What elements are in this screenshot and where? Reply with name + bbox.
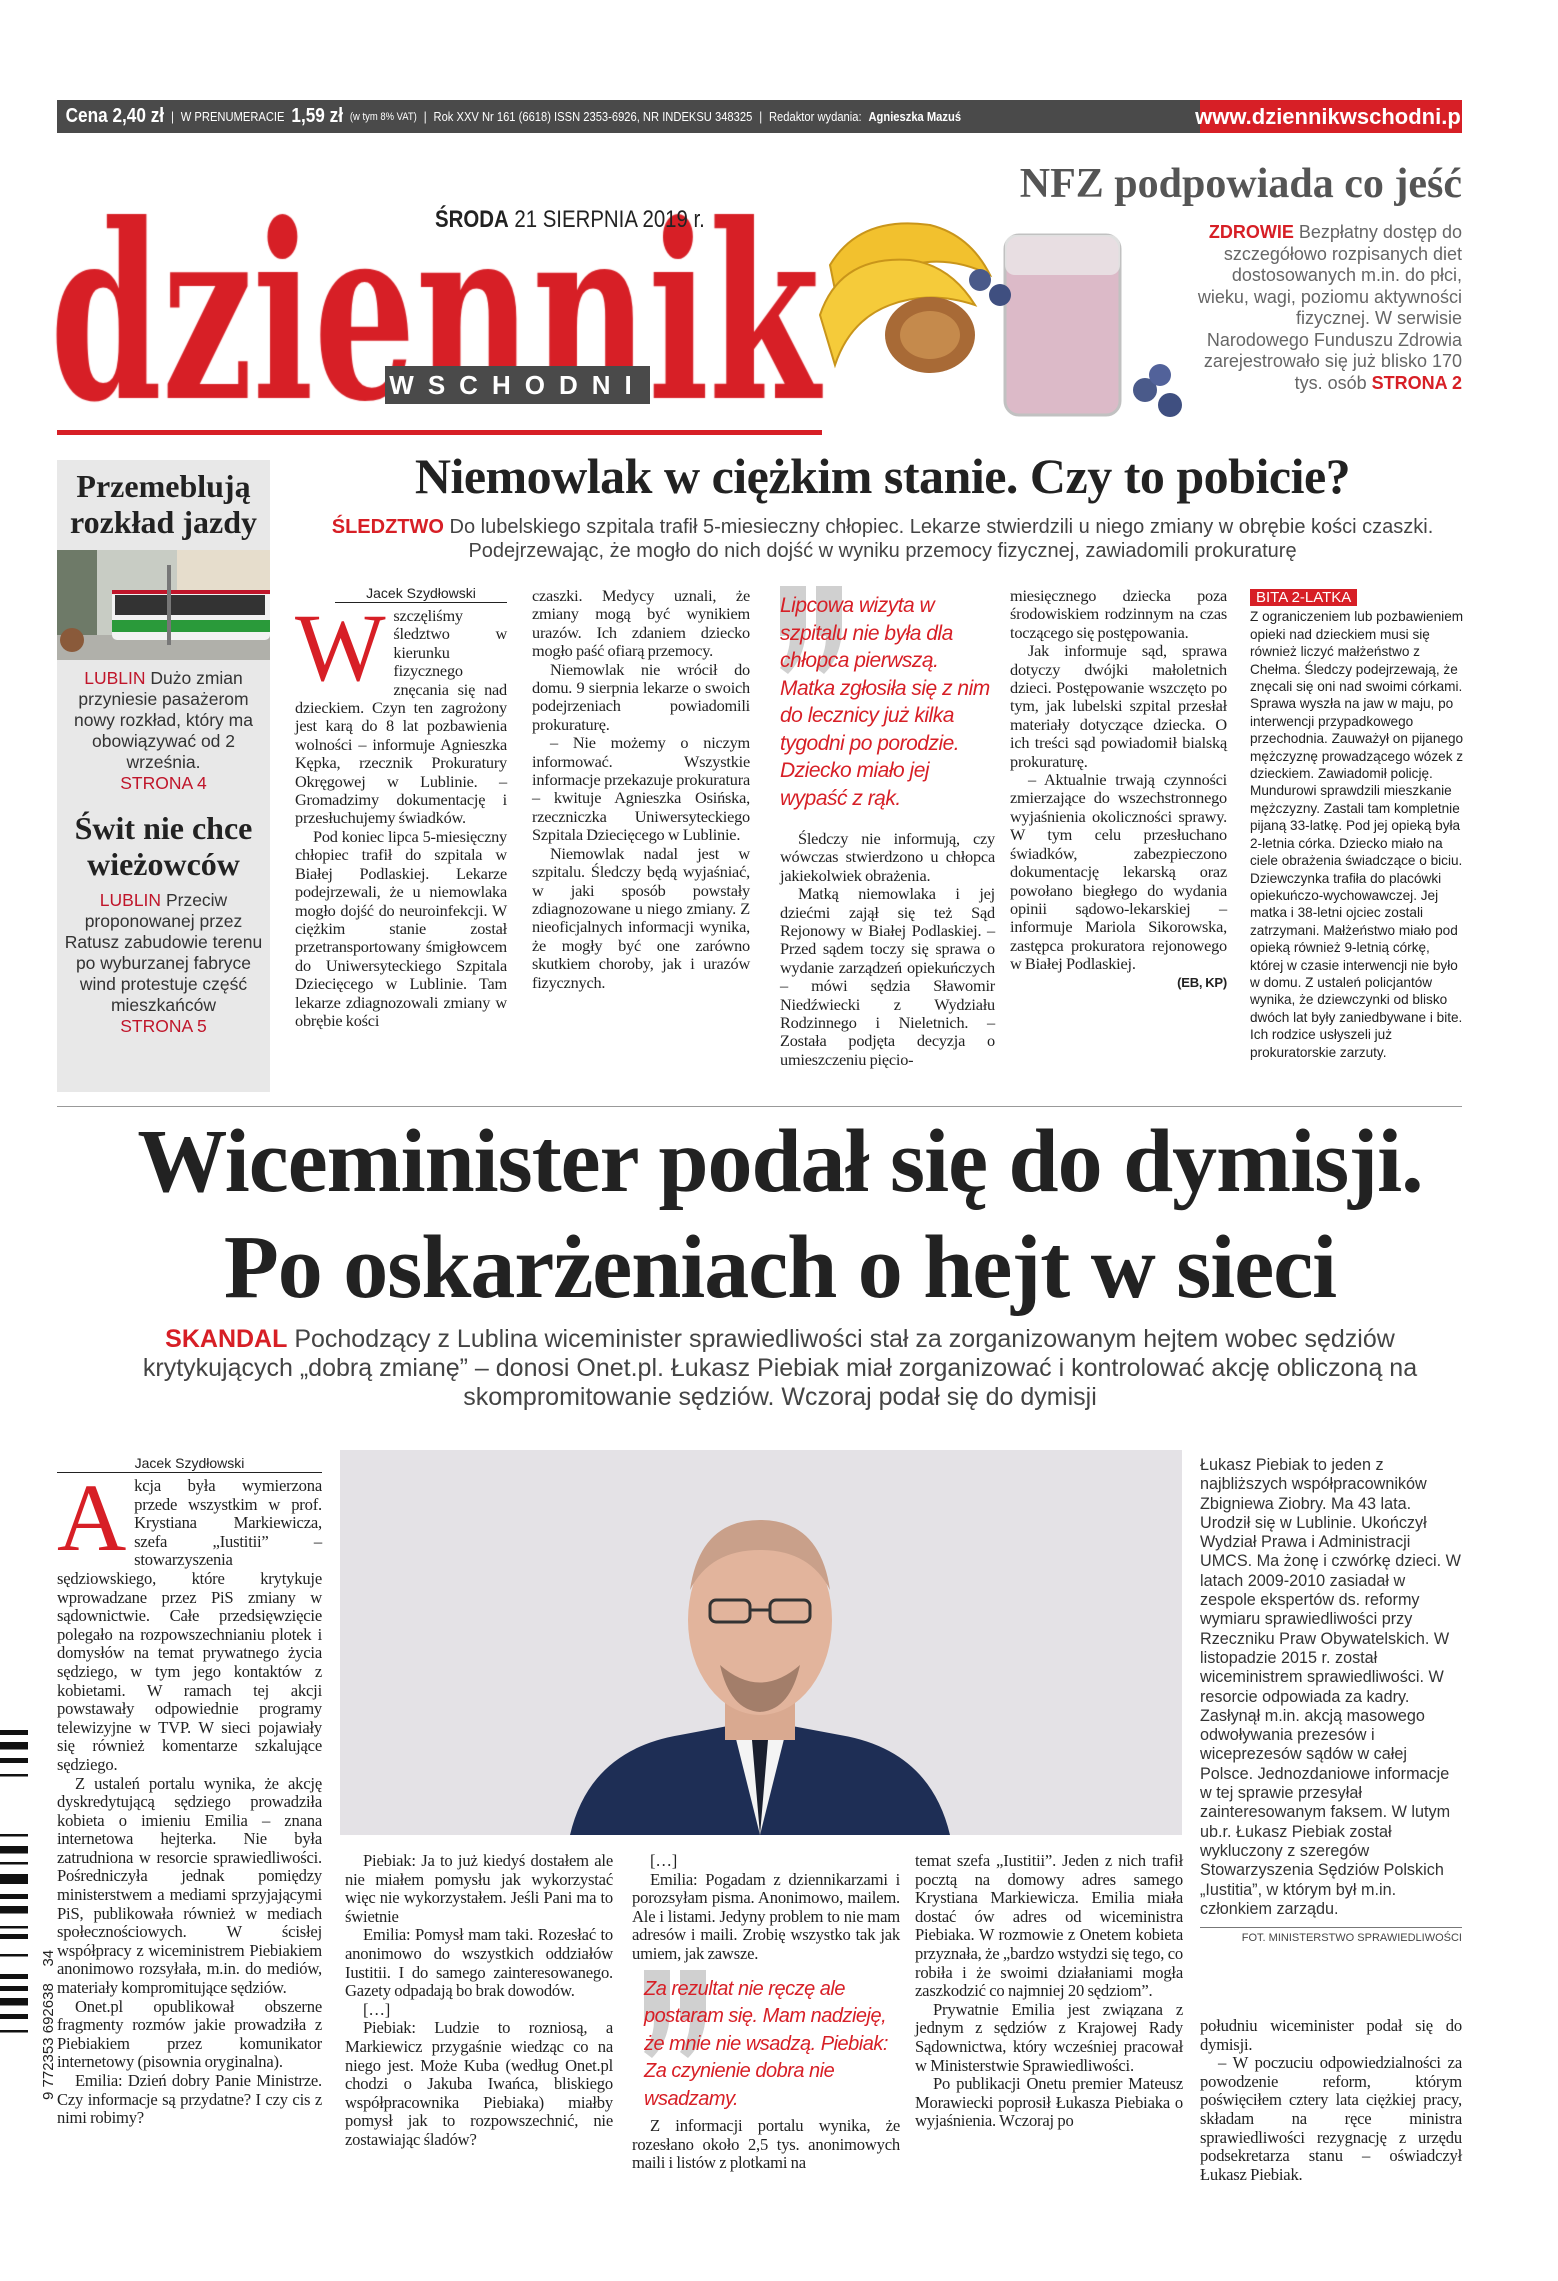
paragraph: Jak informuje sąd, sprawa dotyczy dwójki małoletnich dzieci. Postępowanie wszczęto po tym, jak lubelski szpital przesłał materiały dotyczące dziecka. O ich treści sąd powiadomił bialską prokuraturę. bbox=[1010, 641, 1227, 771]
paragraph: […] bbox=[650, 1851, 678, 1870]
issue-date-text: 21 SIERPNIA 2019 r. bbox=[514, 206, 705, 233]
bus-photo bbox=[57, 550, 270, 660]
teaser-title[interactable]: Świt nie chce wieżowców bbox=[74, 810, 253, 882]
barcode-bar bbox=[0, 1998, 28, 2006]
teaser-text bbox=[57, 882, 270, 1037]
drop-cap: W bbox=[295, 594, 386, 701]
issue-info: Rok XXV Nr 161 (6618) ISSN 2353-6926, NR INDEKSU 348325 bbox=[433, 109, 753, 124]
lead-text: Do lubelskiego szpitala trafił 5-miesieczny chłopiec. Lekarze stwierdzili u niego zmiany w obrębie kości czaszki. Podejrzewając, że mogło do nich dojść w wyniku przemocy fizycznej, zawiadomili prokuraturę bbox=[449, 516, 1434, 562]
barcode-bar bbox=[0, 1954, 28, 1957]
pull-quote bbox=[780, 592, 995, 812]
drop-cap: A bbox=[57, 1464, 127, 1571]
article1-lead bbox=[300, 515, 1465, 563]
paragraph: – W poczuciu odpowiedzialności za powodzenie reform, którym poświęciłem cztery lata ciężkiej pracy, składam na ręce ministra sprawiedliwości rezygnację z urzędu podsekretarza stanu – oświadczył Łukasz Piebiak. bbox=[1200, 2053, 1462, 2184]
editor-label: Redaktor wydania: bbox=[768, 109, 862, 124]
teaser-body: Przeciw proponowanej przez Ratusz zabudowie terenu po wyburzanej fabryce wind protestuje część mieszkańców bbox=[64, 890, 263, 1015]
paragraph: Z ustaleń portalu wynika, że akcję dyskredytującą sędziego prowadziła kobieta o imieniu Emilia – znana internetowa hejterka. Nie była zatrudniona w resorcie sprawiedliwości. Pośredniczyła jednak pomiędzy ministerstwem a mediami sprzyjającymi PiS, publikowała również w mediach społecznościowych. W ścisłej współpracy z wiceministrem Piebiakiem anonimowo rozsyłała, m.in. do mediów, materiały kompromitujące sędziów. bbox=[57, 1773, 322, 1998]
paragraph: Matką niemowlaka i jej dziećmi zajął się też Sąd Rejonowy w Białej Podlaskiej. – Przed sądem toczy się sprawa o wydanie zarządzeń opiekuńczych – mówi sędzia Sławomir Niedźwiecki z Wydziału Rodzinnego i Nieletnich. – Została podjęta decyzja o umieszczeniu pięcio- bbox=[780, 884, 995, 1069]
article1-col4 bbox=[1010, 587, 1227, 992]
barcode-bar bbox=[0, 1730, 28, 1735]
sidebar-teasers bbox=[57, 460, 270, 1092]
photo-credit: FOT. MINISTERSTWO SPRAWIEDLIWOŚCI bbox=[1200, 1927, 1462, 1944]
barcode-bar bbox=[0, 1974, 28, 1979]
paragraph: – Aktualnie trwają czynności zmierzające do wszechstronnego wyjaśnienia okoliczności sprawy. W tym celu przesłuchano świadków, zabezpieczono dokumentację lekarską oraz powołano biegłego do wydania opinii sądowo-lekarskiej – informuje Mariola Sikorowska, zastępca prokuratora rejonowego w Białej Podlaskiej. bbox=[1010, 770, 1227, 974]
paragraph: Niemowlak nadal jest w szpitalu. Śledczy będą wyjaśniać, w jaki sposób powstały zdiagnozowane u niego zmiany. Z nieoficjalnych informacji wynika, że mogły być one zarówno skutkiem choroby, jak i urazów fizycznych. bbox=[532, 843, 750, 992]
box-text: Z ograniczeniem lub pozbawieniem opieki nad dzieckiem musi się również liczyć małżeństwo z Chełma. Śledczy podejrzewają, że znęcali się oni nad swoimi córkami. Sprawa wyszła na jaw w maju, po interwencji przypadkowego przechodnia. Zauważył on pijanego mężczyznę prowadzącego wózek z dzieckiem. Zawiadomił policję. Mundurowi sprawdzili mieszkanie mężczyzny. Zastali tam kompletnie pijaną 33-latkę. Pod jej opieką była 2-letnia córka. Dziecko miało na ciele obrażenia świadczące o biciu. Dziewczynka trafiła do placówki opiekuńczo-wychowawczej. Jej matka i 38-letni ojciec zostali zatrzymani. Małżeństwo miało pod opieką również 9-letnią córkę, której w czasie interwencji nie było w domu. Z ustaleń policjantów wynika, że dziewczynki od blisko dwóch lat były zaniedbywane i bite. Ich rodzice usłyszeli już prokuratorskie zarzuty. bbox=[1250, 609, 1464, 1060]
paragraph: Piebiak: Ja to już kiedyś dostałem ale nie miałem pomysłu jak wykorzystać więc nie wykorzystałem. Jeśli Pani ma to świetnie bbox=[345, 1851, 613, 1926]
paragraph: Piebiak: Ludzie to rozniosą, a Markiewicz przygaśnie wiedząc co na niego jest. Może Kuba (według Onet.pl chodzi o Jakuba Iwańca, bliskiego współpracownika Piebiaka) miałby pomysł jak to rozpowszechnić, nie zostawiając śladów? bbox=[345, 2018, 613, 2149]
bio-text: Łukasz Piebiak to jeden z najbliższych współpracowników Zbigniewa Ziobry. Ma 43 lata. Urodził się w Lublinie. Ukończył Wydział Prawa i Administracji UMCS. Ma żonę i czwórkę dzieci. W latach 2009-2010 zasiadał w zespole ekspertów ds. reformy wymiaru sprawiedliwości przy Rzeczniku Praw Obywatelskich. W listopadzie 2015 r. został wiceministrem sprawiedliwości. W resorcie odpowiada za kadry. Zasłynął m.in. akcją masowego odwoływania prezesów i wiceprezesów sądów w całej Polsce. Jednozdaniowe informacje w tej sprawie przesyłał zainteresowanym faksem. W lutym ub.r. Łukasz Piebiak został wykluczony z szeregów Stowarzyszenia Sędziów Polskich „Iustitia”, w którym był m.in. członkiem zarządu. bbox=[1200, 1456, 1461, 1918]
issue-date bbox=[435, 206, 705, 234]
teaser-body: Dużo zmian przyniesie pasażerom nowy rozkład, który ma obowiązywać od 2 września. bbox=[74, 668, 253, 772]
paragraph: południu wiceminister podał się do dymisji. bbox=[1200, 2016, 1462, 2054]
article2-headline-line1[interactable]: Wiceminister podał się do dymisji. bbox=[137, 1112, 1423, 1211]
barcode-bar bbox=[0, 1874, 28, 1884]
editor-name: Agnieszka Mazuś bbox=[868, 109, 962, 124]
nfz-teaser-title[interactable]: NFZ podpowiada co jeść bbox=[1019, 161, 1462, 207]
separator: | bbox=[170, 109, 174, 124]
article1-col1 bbox=[295, 585, 507, 1030]
byline: Jacek Szydłowski bbox=[335, 585, 507, 603]
article2-col4 bbox=[915, 1852, 1183, 2131]
barcode-bar bbox=[0, 1846, 28, 1854]
separator: | bbox=[423, 109, 427, 124]
barcode-bar bbox=[0, 1742, 28, 1750]
article1-headline[interactable]: Niemowlak w ciężkim stanie. Czy to pobicie? bbox=[414, 448, 1351, 504]
paragraph: Onet.pl opublikował obszerne fragmenty rozmów jakie prowadziła z Piebiakiem przez komunikator internetowy (pisownia oryginalna). bbox=[57, 1996, 322, 2072]
barcode-digits bbox=[40, 1720, 56, 2100]
barcode-bar bbox=[0, 1774, 28, 1777]
article2-headline-line2[interactable]: Po oskarżeniach o hejt w sieci bbox=[223, 1218, 1337, 1317]
masthead-rule bbox=[57, 430, 822, 435]
teaser-title[interactable]: Przemeblują rozkład jazdy bbox=[70, 468, 257, 540]
paragraph: Emilia: Pogadam z dziennikarzami i porozsyłam pisma. Anonimowo, mailem. Ale i listami. Jedyny problem to nie mam adresów i maili. Zrobię wszystko tak jak umiem, jak zawsze. bbox=[632, 1869, 900, 1963]
kicker: SKANDAL bbox=[165, 1325, 288, 1353]
paragraph: Emilia: Pomysł mam taki. Rozesłać to anonimowo do wszystkich oddziałów Iustitii. I do samego zainteresowanego. Gazety odpadają bo brak dowodów. bbox=[345, 1925, 613, 2001]
quote-text: Lipcowa wizyta w szpitalu nie była dla chłopca pierwszą. Matka zgłosiła się z nim do lecznicy już kilka tygodni po porodzie. Dziecko miało jej wypaść z rąk. bbox=[780, 594, 990, 810]
pull-quote bbox=[644, 1976, 900, 2114]
separator: | bbox=[759, 109, 763, 124]
article1-col3 bbox=[780, 592, 995, 1069]
byline: Jacek Szydłowski bbox=[57, 1455, 322, 1473]
paragraph: Niemowlak nie wrócił do domu. 9 sierpnia lekarze o swoich podejrzeniach powiadomili prokuraturę. bbox=[532, 659, 750, 734]
barcode-bar bbox=[0, 1758, 28, 1763]
website-link[interactable]: www.dziennikwschodni.pl bbox=[1200, 100, 1462, 133]
barcode-addon: 34 bbox=[40, 1949, 57, 1967]
article2-col1 bbox=[57, 1455, 322, 2128]
paragraph: szczęliśmy śledztwo w kierunku fizycznego znęcania się nad dzieckiem. Czyn ten zagrożony jest karą do 8 lat pozbawienia wolności – informuje Agnieszka Kępka, rzecznik Prokuratury Okręgowej w Lublinie. – Gromadzimy dokumentację i przesłuchujemy świadków. bbox=[295, 606, 507, 828]
kicker: ŚLEDZTWO bbox=[331, 516, 444, 538]
subscription-price: 1,59 zł bbox=[291, 105, 344, 127]
paragraph: czaszki. Medycy uznali, że zmiany mogą być wynikiem urazów. Ich zdaniem dziecko mogło paść ofiarą przemocy. bbox=[532, 586, 750, 661]
paragraph: Z informacji portalu wynika, że rozesłano około 2,5 tys. anonimowych maili i listów z plotkami na bbox=[632, 2116, 900, 2173]
top-info-bar bbox=[57, 100, 1467, 133]
kicker: LUBLIN bbox=[84, 668, 146, 688]
barcode-bar bbox=[0, 1934, 28, 1939]
article2-col3 bbox=[632, 1852, 900, 2173]
paragraph: Pod koniec lipca 5-miesięczny chłopiec trafił do szpitala w Białej Podlaskiej. Lekarze podejrzewali, że u niemowlaka mogło dojść do neuroinfekcji. W ciężkim stanie został przetransportowany śmigłowcem do Uniwersyteckiego Szpitala Dziecięcego w Lublinie. Tam lekarze zdiagnozowali zmiany w obrębie kości bbox=[295, 826, 507, 1030]
lead-text: Pochodzący z Lublina wiceminister sprawiedliwości stał za zorganizowanym hejtem wobec sędziów krytykujących „dobrą zmianę” – donosi Onet.pl. Łukasz Piebiak miał zorganizować i kontrolować akcję obliczoną na skompromitowanie sędziów. Wczoraj podał się do dymisji bbox=[142, 1325, 1418, 1411]
price: Cena 2,40 zł bbox=[65, 105, 165, 127]
quote-text: Za rezultat nie ręczę ale postaram się. Mam nadzieję, że mnie nie wsadzą. Piebiak: Za czynienie dobra nie wsadzamy. bbox=[644, 1977, 888, 2110]
section-divider bbox=[57, 1106, 1462, 1107]
barcode-bar bbox=[0, 1926, 28, 1929]
signature: (EB, KP) bbox=[1177, 974, 1227, 990]
barcode-bar bbox=[0, 1894, 28, 1899]
article2-lead bbox=[110, 1325, 1450, 1412]
box-tag: BITA 2-LATKA bbox=[1250, 589, 1357, 606]
paragraph: – Nie możemy o niczym informować. Wszystkie informacje przekazuje prokuratura – kwituje Agnieszka Osińska, rzeczniczka Uniwersyteckiego Szpitala Dziecięcego w Lublinie. bbox=[532, 733, 750, 845]
teaser-text bbox=[57, 660, 270, 794]
paragraph: Prywatnie Emilia jest związana z jednym z sędziów z Krajowej Rady Sądownictwa, który wcześniej pracował w Ministerstwie Sprawiedliwości. bbox=[915, 1999, 1183, 2075]
paragraph: Emilia: Dzień dobry Panie Ministrze. Czy informacje są przydatne? I czy cis z nimi robimy? bbox=[57, 2071, 322, 2128]
side-box bbox=[1250, 589, 1465, 1061]
issue-day: ŚRODA bbox=[435, 206, 509, 233]
kicker: LUBLIN bbox=[99, 890, 162, 910]
barcode-bar bbox=[0, 1834, 28, 1837]
portrait-photo bbox=[340, 1450, 1182, 1835]
paragraph: temat szefa „Iustitii”. Jeden z nich trafił pocztą na domowy adres samego Krystiana Markiewicza. Emilia miała dostać ów adres od wiceministra Piebiaka. W rozmowie z Onetem kobieta przyznała, że „bardzo wstydzi się tego, co robiła i że swoimi działaniami mogła zaszkodzić co najmniej 20 sędziom”. bbox=[915, 1851, 1183, 2001]
paragraph: […] bbox=[363, 1999, 391, 2019]
page-ref[interactable]: STRONA 5 bbox=[120, 1016, 207, 1036]
page-ref[interactable]: STRONA 4 bbox=[120, 773, 207, 793]
barcode-bar bbox=[0, 1986, 28, 1991]
page-ref[interactable]: STRONA 2 bbox=[1371, 372, 1462, 393]
article2-col2 bbox=[345, 1852, 613, 2150]
paragraph: kcja była wymierzona przede wszystkim w prof. Krystiana Markiewicza, szefa „Iustitii” – stowarzyszenia sędziowskiego, które krytykuje wprowadzane przez PiS zmiany w sądownictwie. Całe przedsięwzięcie polegało na rozpowszechnianiu plotek i domysłów na temat prywatnego życia sędziego, w tym jego kontaktów z kobietami. W ramach tej akcji powstawały odpowiednie programy telewizyjne w TVP. W sieci pojawiały się również komentarze szkalujące sędziego. bbox=[57, 1476, 322, 1774]
barcode-bar bbox=[0, 1862, 28, 1865]
barcode-bar bbox=[0, 2030, 28, 2033]
vat-note: (w tym 8% VAT) bbox=[349, 110, 417, 123]
article1-col2 bbox=[532, 587, 750, 992]
kicker: ZDROWIE bbox=[1208, 222, 1294, 242]
bio-box bbox=[1200, 1456, 1462, 1944]
food-photo bbox=[800, 195, 1200, 435]
barcode bbox=[0, 1720, 40, 2100]
barcode-number: 9 772353 692638 bbox=[40, 1983, 57, 2100]
subscription-label: W PRENUMERACIE bbox=[180, 109, 285, 124]
paragraph: miesięcznego dziecka poza środowiskiem rodzinnym na czas toczącego się postępowania. bbox=[1010, 586, 1227, 642]
paragraph: Śledczy nie informują, czy wówczas stwierdzono u chłopca jakiekolwiek obrażenia. bbox=[780, 829, 995, 885]
teaser-text: Bezpłatny dostęp do szczegółowo rozpisanych diet dostosowanych m.in. do płci, wieku, wagi, poziomu aktywności fizycznej. W serwisie Narodowego Funduszu Zdrowia zarejestrowało się już blisko 170 tys. osób bbox=[1197, 222, 1462, 393]
paragraph: Po publikacji Onetu premier Mateusz Morawiecki poprosił Łukasza Piebiaka o wyjaśnienia. Wczoraj po bbox=[915, 2074, 1183, 2131]
masthead-subtitle: WSCHODNI bbox=[385, 366, 650, 404]
barcode-bar bbox=[0, 1906, 28, 1914]
nfz-teaser-lead bbox=[1192, 222, 1462, 394]
barcode-bar bbox=[0, 2014, 28, 2019]
article2-col5 bbox=[1200, 2017, 1462, 2184]
